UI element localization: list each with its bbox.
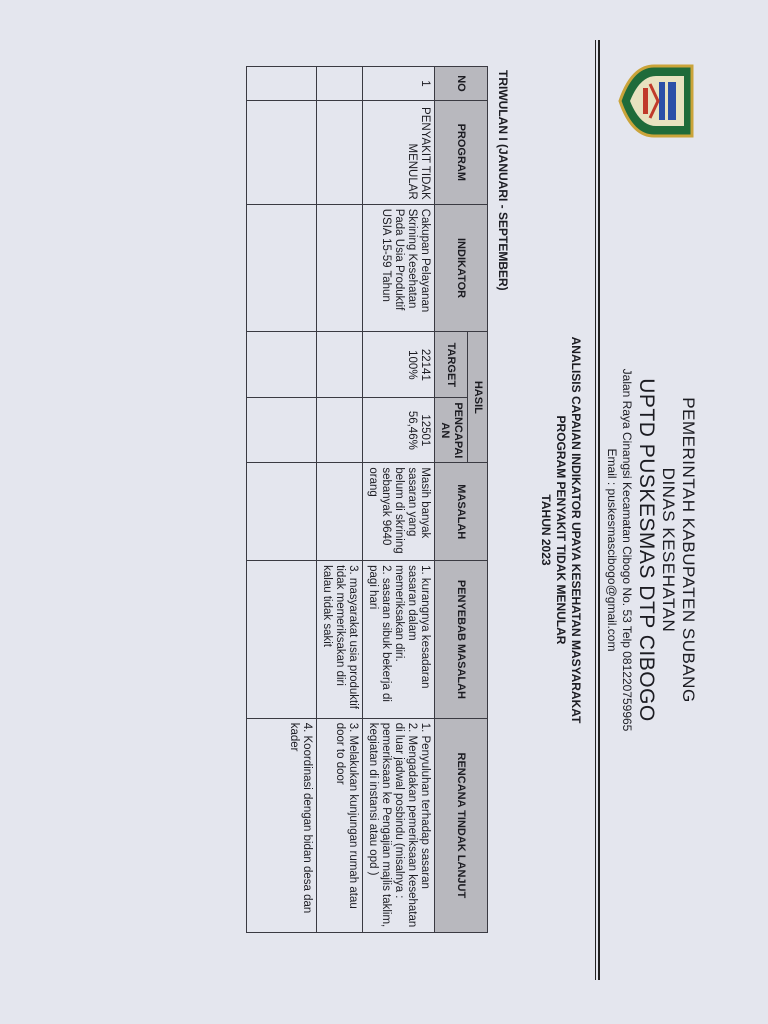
header-rencana: RENCANA TINDAK LANJUT <box>435 718 488 932</box>
empty-cell <box>247 398 317 463</box>
letterhead-address: Jalan Raya Cinangsi Kecamatan Cibogo No. 53 Telp 081220759965 <box>620 368 634 732</box>
pencapaian-value: 12501 <box>419 414 431 447</box>
empty-cell <box>317 67 363 101</box>
penyebab-item: 1. kurangnya kesadaran sasaran dalam memeriksakan diri. <box>393 565 431 689</box>
table-row <box>363 67 435 933</box>
letterhead-line-1: PEMERINTAH KABUPATEN SUBANG <box>679 397 698 703</box>
empty-cell <box>317 332 363 398</box>
title-line-1: ANALISIS CAPAIAN INDIKATOR UPAYA KESEHATAN MASYARAKAT <box>569 336 583 724</box>
cell-penyebab-2: 3. masyarakat usia produktif tidak memeriksakan diri kalau tidak sakit <box>317 561 363 719</box>
cell-pencapaian <box>363 398 435 463</box>
table-row <box>247 67 317 933</box>
header-hasil: HASIL <box>468 332 488 463</box>
letterhead-line-2: DINAS KESEHATAN <box>659 467 678 633</box>
header-program: PROGRAM <box>435 100 488 204</box>
cell-program: PENYAKIT TIDAK MENULAR <box>363 100 435 204</box>
header-penyebab: PENYEBAB MASALAH <box>435 561 488 719</box>
cell-penyebab <box>363 561 435 719</box>
target-percent: 100% <box>406 350 418 380</box>
penyebab-item: 2. sasaran sibuk bekerja di pagi hari <box>367 565 392 702</box>
cell-rencana <box>363 718 435 932</box>
cell-rencana-3: 4. Koordinasi dengan bidan desa dan kader <box>247 718 317 932</box>
letterhead-email: Email : puskesmascibogo@gmail.com <box>605 448 619 652</box>
indicator-table <box>246 66 488 933</box>
empty-cell <box>247 561 317 719</box>
rencana-item: 1. Penyuluhan terhadap sasaran <box>419 722 431 889</box>
header-target: TARGET <box>435 332 468 398</box>
letterhead <box>604 120 698 980</box>
letterhead-line-3: UPTD PUSKESMAS DTP CIBOGO <box>635 378 658 722</box>
period-label: TRIWULAN I (JANUARI - SEPTEMBER) <box>496 70 510 291</box>
letterhead-rule <box>598 40 600 980</box>
header-no: NO <box>435 67 488 101</box>
header-masalah: MASALAH <box>435 463 488 561</box>
cell-target <box>363 332 435 398</box>
empty-cell <box>247 463 317 561</box>
empty-cell <box>317 204 363 332</box>
empty-cell <box>317 463 363 561</box>
title-line-3: TAHUN 2023 <box>539 494 553 566</box>
pencapaian-percent: 56,46% <box>406 410 418 450</box>
cell-indikator: Cakupan Pelayanan Skrining Kesehatan Pada Usia Produktif USIA 15-59 Tahun <box>363 204 435 332</box>
cell-rencana-2: 3. Melakukan kunjungan rumah atau door to door <box>317 718 363 932</box>
document-title <box>538 90 583 970</box>
empty-cell <box>317 100 363 204</box>
table-row <box>317 67 363 933</box>
header-indikator: INDIKATOR <box>435 204 488 332</box>
cell-masalah: Masih banyak sasaran yang belum di skrining sebanyak 9640 orang <box>363 463 435 561</box>
empty-cell <box>317 398 363 463</box>
letterhead-rule-thin <box>595 40 596 980</box>
empty-cell <box>247 332 317 398</box>
cell-no: 1 <box>363 67 435 101</box>
rencana-item: 2. Mengadakan pemeriksaan kesehatan di luar jadwal posbindu (misalnya : pemeriksaan ke Pengajian majlis taklim, kegiatan di instansi atau opd ) <box>367 722 418 928</box>
empty-cell <box>247 67 317 101</box>
header-pencapaian: PENCAPAI AN <box>435 398 468 463</box>
target-value: 22141 <box>419 348 431 381</box>
empty-cell <box>247 204 317 332</box>
empty-cell <box>247 100 317 204</box>
title-line-2: PROGRAM PENYAKIT TIDAK MENULAR <box>554 415 568 645</box>
